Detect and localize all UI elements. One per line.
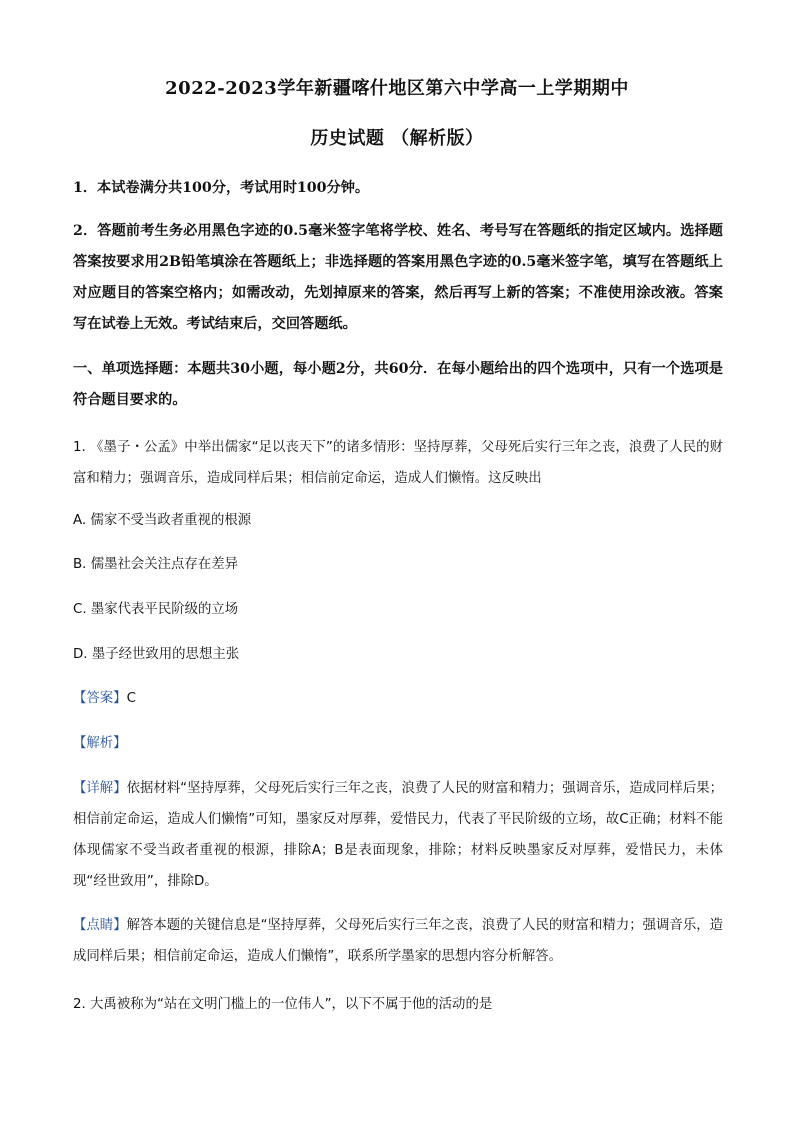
question-1-option-c: C. 墨家代表平民阶级的立场 xyxy=(73,602,239,617)
document-title-line2: 历史试题 （解析版） xyxy=(310,128,484,149)
question-1-option-a: A. 儒家不受当政者重视的根源 xyxy=(73,513,252,528)
section-heading: 一、单项选择题：本题共30小题，每小题2分，共60分．在每小题给出的四个选项中，只有一个选项是符合题目要求的。 xyxy=(73,361,723,408)
question-1-option-b: B. 儒墨社会关注点存在差异 xyxy=(73,557,238,572)
answer-value: C xyxy=(126,691,136,706)
question-1-stem: 1. 《墨子・公孟》中举出儒家“足以丧天下”的诸多情形：坚持厚葬，父母死后实行三年之丧，浪费了人民的财富和精力；强调音乐，造成同样后果；相信前定命运，造成人们懒惰。这反映出 xyxy=(73,440,723,486)
detail-text: 依据材料“坚持厚葬，父母死后实行三年之丧，浪费了人民的财富和精力；强调音乐，造成同样后果；相信前定命运，造成人们懒惰”可知，墨家反对厚葬，爱惜民力，代表了平民阶级的立场，故C正确；材料不能体现儒家不受当政者重视的根源，排除A；B是表面现象，排除；材料反映墨家反对厚葬，爱惜民力，未体现“经世致用”，排除D。 xyxy=(73,781,724,889)
answer-tag: 【答案】 xyxy=(73,691,127,706)
tip-text: 解答本题的关键信息是“坚持厚葬，父母死后实行三年之丧，浪费了人民的财富和精力；强调音乐，造成同样后果；相信前定命运，造成人们懒惰”，联系所学墨家的思想内容分析解答。 xyxy=(73,918,724,964)
answer-line xyxy=(73,689,136,709)
detail-tag: 【详解】 xyxy=(73,781,127,796)
tip-paragraph xyxy=(73,910,723,972)
document-title-line1: 2022-2023学年新疆喀什地区第六中学高一上学期期中 xyxy=(165,78,629,99)
question-2-stem: 2. 大禹被称为“站在文明门槛上的一位伟人”，以下不属于他的活动的是 xyxy=(73,997,493,1012)
analysis-tag: 【解析】 xyxy=(73,736,127,751)
question-1-option-d: D. 墨子经世致用的思想主张 xyxy=(73,647,240,662)
instruction-item-1: 1．本试卷满分共100分，考试用时100分钟。 xyxy=(73,180,370,196)
instruction-item-2: 2．答题前考生务必用黑色字迹的0.5毫米签字笔将学校、姓名、考号写在答题纸的指定区域内。选择题答案按要求用2B铅笔填涂在答题纸上；非选择题的答案用黑色字迹的0.5毫米签字笔，填写在答题纸上对应题目的答案空格内；如需改动，先划掉原来的答案，然后再写上新的答案；不准使用涂改液。答案写在试卷上无效。考试结束后，交回答题纸。 xyxy=(73,223,723,332)
detail-paragraph xyxy=(73,773,723,897)
tip-tag: 【点睛】 xyxy=(73,918,127,933)
